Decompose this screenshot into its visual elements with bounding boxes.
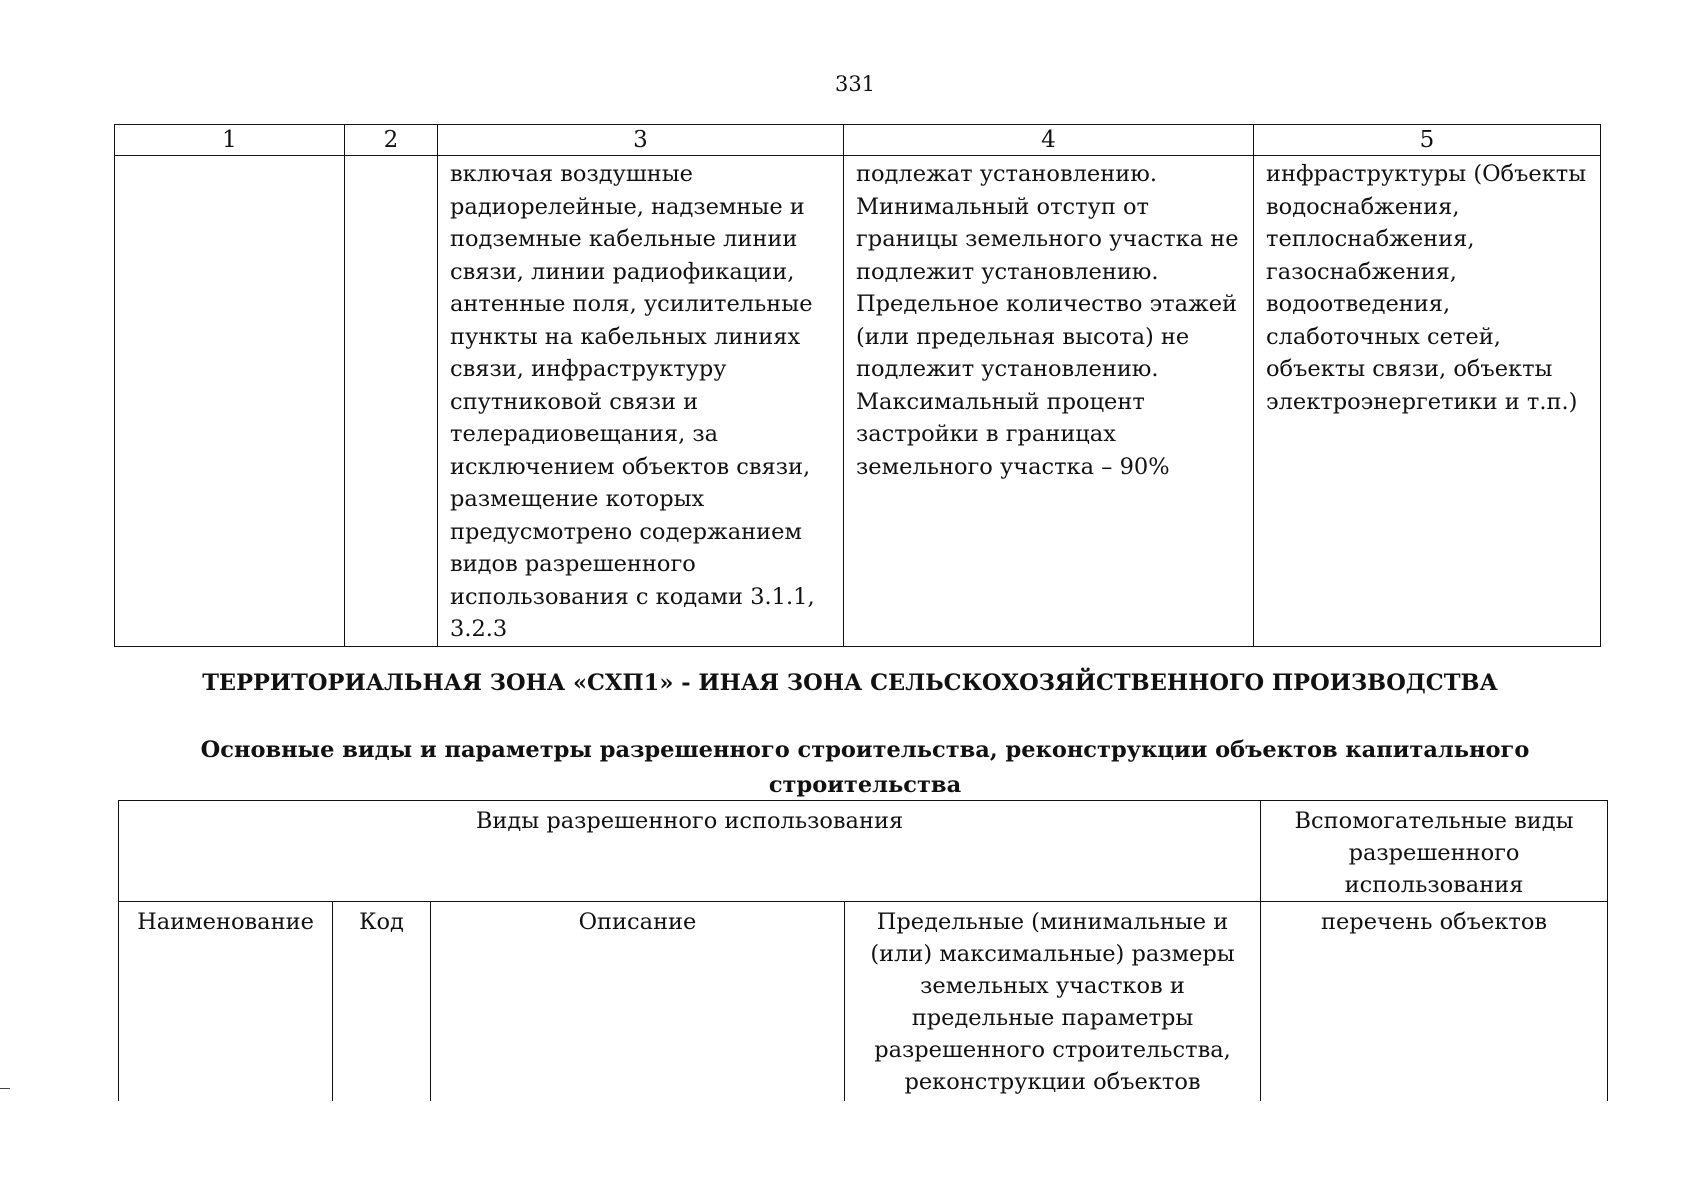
cell-description: включая воздушные радиорелейные, надземные и подземные кабельные линии связи, линии радиофикации, антенные поля, усилительные пункты на кабельных линиях связи, инфраструктуру спутниковой связи и телерадиовещания, за исключением объектов связи, размещение которых предусмотрено содержанием видов разрешенного использования с кодами 3.1.1, 3.2.3 bbox=[438, 156, 844, 647]
cell-auxiliary-uses: инфраструктуры (Объекты водоснабжения, теплоснабжения, газоснабжения, водоотведения, слаботочных сетей, объекты связи, объекты электроэнергетики и т.п.) bbox=[1254, 156, 1601, 647]
continued-table-header-row bbox=[115, 125, 1601, 156]
margin-mark bbox=[0, 1088, 10, 1089]
column-header-aux-list: перечень объектов bbox=[1261, 902, 1608, 1102]
column-header-parameters: Предельные (минимальные и (или) максимальные) размеры земельных участков и предельные параметры разрешенного строительства, реконструкции объектов bbox=[845, 902, 1261, 1102]
column-header-code: Код bbox=[333, 902, 431, 1102]
column-number-5: 5 bbox=[1254, 125, 1601, 156]
zone-title: ТЕРРИТОРИАЛЬНАЯ ЗОНА «СХП1» - ИНАЯ ЗОНА СЕЛЬСКОХОЗЯЙСТВЕННОГО ПРОИЗВОДСТВА bbox=[202, 670, 1498, 696]
cell-name bbox=[115, 156, 345, 647]
page-number: 331 bbox=[834, 72, 876, 96]
column-header-name: Наименование bbox=[119, 902, 333, 1102]
permitted-uses-table bbox=[118, 800, 1608, 1101]
column-number-1: 1 bbox=[115, 125, 345, 156]
continued-table bbox=[114, 124, 1601, 647]
section-subheading: Основные виды и параметры разрешенного строительства, реконструкции объектов капитального строительства bbox=[200, 737, 1530, 798]
group-header-row bbox=[119, 801, 1608, 902]
column-number-3: 3 bbox=[438, 125, 844, 156]
column-number-4: 4 bbox=[844, 125, 1254, 156]
column-header-row bbox=[119, 902, 1608, 1102]
table-row bbox=[115, 156, 1601, 647]
cell-code bbox=[345, 156, 438, 647]
cell-parameters: подлежат установлению. Минимальный отступ от границы земельного участка не подлежит установлению. Предельное количество этажей (или предельная высота) не подлежит установлению. Максимальный процент застройки в границах земельного участка – 90% bbox=[844, 156, 1254, 647]
column-header-description: Описание bbox=[431, 902, 845, 1102]
group-header-main: Виды разрешенного использования bbox=[119, 801, 1261, 902]
group-header-aux: Вспомогательные виды разрешенного использования bbox=[1261, 801, 1608, 902]
column-number-2: 2 bbox=[345, 125, 438, 156]
